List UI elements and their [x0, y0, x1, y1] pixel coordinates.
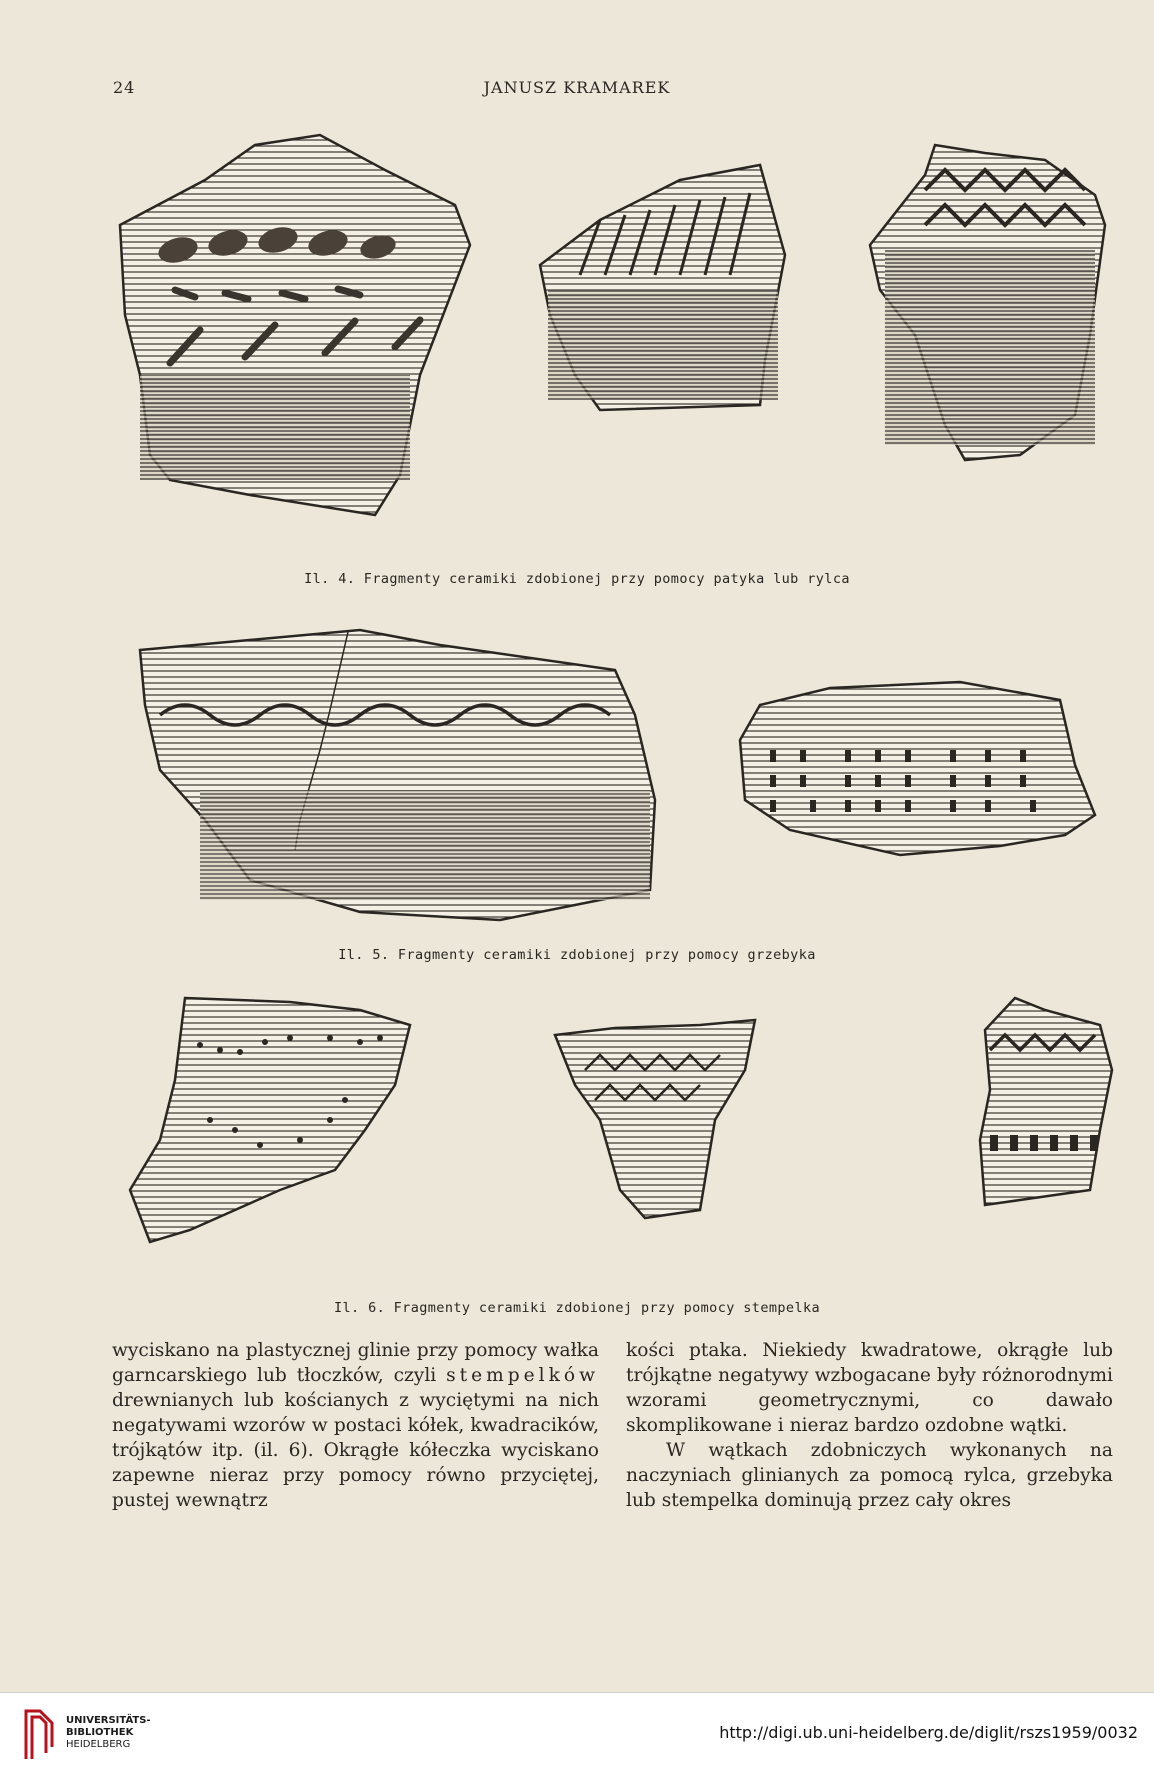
library-name-line: BIBLIOTHEK [66, 1727, 134, 1738]
sherd-stamp-right [980, 998, 1112, 1205]
viewer-footer [0, 1692, 1154, 1781]
body-paragraph: W wątkach zdobniczych wykonanych na naczyniach glinianych za pomocą rylca, grzebyka lub stempelka dominują przez cały okres [626, 1440, 1113, 1511]
sherd-comb-large [140, 630, 655, 920]
figure-il-4-caption: Il. 4. Fragmenty ceramiki zdobionej przy pomocy patyka lub rylca [304, 571, 850, 587]
sherd-comb-small [740, 682, 1095, 855]
body-column-right [626, 1338, 1113, 1513]
permalink-url[interactable]: http://digi.ub.uni-heidelberg.de/diglit/rszs1959/0032 [719, 1723, 1138, 1742]
body-column-left [112, 1338, 599, 1513]
sherd-stick-right [870, 145, 1105, 460]
running-head-author: JANUSZ KRAMAREK [483, 78, 671, 97]
library-logo-icon[interactable] [22, 1707, 58, 1763]
sherd-stamp-left [130, 998, 410, 1242]
page-number: 24 [113, 78, 136, 97]
sherd-stick-left [120, 135, 470, 515]
body-paragraph [112, 1338, 599, 1513]
body-paragraph: kości ptaka. Niekiedy kwadratowe, okrągłe lub trójkątne negatywy wzbogacane były różnorodnymi wzorami geometrycznymi, co dawało skomplikowane i nieraz bardzo ozdobne wątki. [626, 1340, 1113, 1436]
figure-il-5-caption: Il. 5. Fragmenty ceramiki zdobionej przy pomocy grzebyka [338, 947, 816, 963]
figure-il-5-illustration [0, 620, 1154, 940]
library-name-line: UNIVERSITÄTS- [66, 1715, 151, 1726]
library-name[interactable] [66, 1715, 151, 1751]
text-run: wyciskano na plastycznej glinie przy pomocy wałka garncarskiego lub tłoczków, czyli [112, 1340, 599, 1386]
figure-il-4-illustration [0, 125, 1154, 525]
sherd-stamp-middle [555, 1020, 755, 1218]
sherd-stick-middle [540, 165, 785, 410]
figure-il-6-caption: Il. 6. Fragmenty ceramiki zdobionej przy pomocy stempelka [333, 1300, 821, 1316]
text-run: drewnianych lub kościanych z wyciętymi na nich negatywami wzorów w postaci kółek, kwadracików, trójkątów itp. (il. 6). Okrągłe kółeczka wyciskano zapewne nieraz przy pomocy równo przyciętej, pustej wewnątrz [112, 1390, 599, 1511]
library-name-line: HEIDELBERG [66, 1739, 131, 1750]
spaced-term: stempelków [446, 1365, 599, 1386]
figure-il-6-illustration [0, 990, 1154, 1290]
